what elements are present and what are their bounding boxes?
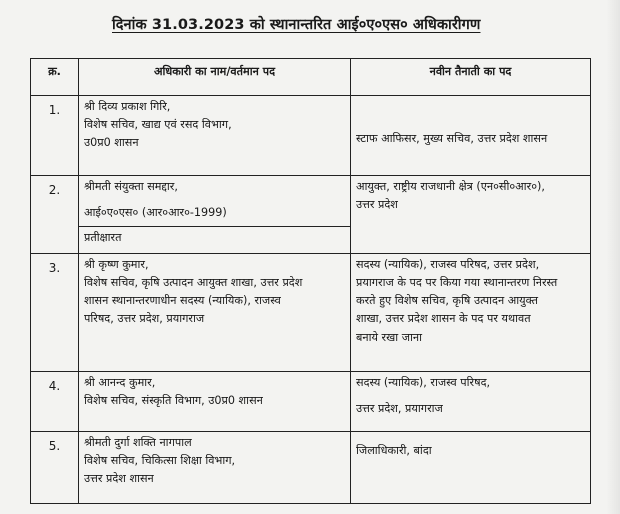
officer-line: श्री दिव्य प्रकाश गिरि, [84, 100, 171, 113]
page-edge-shadow [606, 0, 620, 514]
row-sno: 4. [31, 372, 79, 432]
officer-line: आई०ए०एस० (आर०आर०-1999) [84, 206, 227, 220]
header-officer: अधिकारी का नाम/वर्तमान पद [79, 59, 351, 96]
officer-line: उत्तर प्रदेश शासन [84, 472, 154, 486]
cell-divider [79, 226, 350, 227]
officer-line: विशेष सचिव, संस्कृति विभाग, उ0प्र0 शासन [84, 394, 263, 408]
posting-line: स्टाफ आफिसर, मुख्य सचिव, उत्तर प्रदेश शासन [356, 132, 548, 145]
row-posting [351, 96, 591, 176]
row-sno: 3. [31, 254, 79, 372]
officer-line: श्रीमती संयुक्ता समद्दार, [84, 180, 178, 193]
officer-line: विशेष सचिव, कृषि उत्पादन आयुक्त शाखा, उत्तर प्रदेश [84, 276, 303, 290]
row-posting [351, 432, 591, 504]
officer-line: शासन स्थानान्तरणाधीन सदस्य (न्यायिक), राजस्व [84, 294, 281, 308]
officer-line: श्री आनन्द कुमार, [84, 376, 156, 389]
table-row [31, 254, 591, 372]
row-officer [79, 432, 351, 504]
header-posting: नवीन तैनाती का पद [351, 59, 591, 96]
officer-line: प्रतीक्षारत [84, 231, 122, 245]
row-posting [351, 254, 591, 372]
table-header-row [31, 59, 591, 96]
row-sno: 5. [31, 432, 79, 504]
posting-line: करते हुए विशेष सचिव, कृषि उत्पादन आयुक्त [356, 294, 539, 308]
posting-line: प्रयागराज के पद पर किया गया स्थानान्तरण निरस्त [356, 276, 558, 290]
posting-line: सदस्य (न्यायिक), राजस्व परिषद, उत्तर प्रदेश, [356, 258, 540, 271]
posting-line: शाखा, उत्तर प्रदेश शासन के पद पर यथावत [356, 312, 531, 326]
officer-line: विशेष सचिव, खाद्य एवं रसद विभाग, [84, 118, 232, 132]
posting-line: उत्तर प्रदेश [356, 198, 398, 212]
row-posting [351, 372, 591, 432]
table-row [31, 176, 591, 254]
posting-line: सदस्य (न्यायिक), राजस्व परिषद, [356, 376, 491, 389]
row-officer [79, 372, 351, 432]
posting-line: आयुक्त, राष्ट्रीय राजधानी क्षेत्र (एन०सी०आर०), [356, 180, 545, 193]
row-sno: 2. [31, 176, 79, 254]
row-sno: 1. [31, 96, 79, 176]
posting-line: बनाये रखा जाना [356, 330, 423, 344]
officer-line: परिषद, उत्तर प्रदेश, प्रयागराज [84, 312, 205, 326]
officer-line: श्रीमती दुर्गा शक्ति नागपाल [84, 436, 192, 449]
transfer-table [30, 58, 591, 504]
posting-line: जिलाधिकारी, बांदा [356, 444, 432, 457]
posting-line: उत्तर प्रदेश, प्रयागराज [356, 402, 443, 416]
table-row [31, 372, 591, 432]
officer-line: विशेष सचिव, चिकित्सा शिक्षा विभाग, [84, 454, 236, 468]
row-officer [79, 254, 351, 372]
row-officer [79, 96, 351, 176]
officer-line: श्री कृष्ण कुमार, [84, 258, 149, 271]
officer-line: उ0प्र0 शासन [84, 136, 139, 150]
row-posting [351, 176, 591, 254]
row-officer [79, 176, 351, 254]
header-sno: क्र. [31, 59, 79, 96]
table-row [31, 432, 591, 504]
table-row [31, 96, 591, 176]
document-title: दिनांक 31.03.2023 को स्थानान्तरित आई०ए०एस० अधिकारीगण [112, 17, 481, 33]
